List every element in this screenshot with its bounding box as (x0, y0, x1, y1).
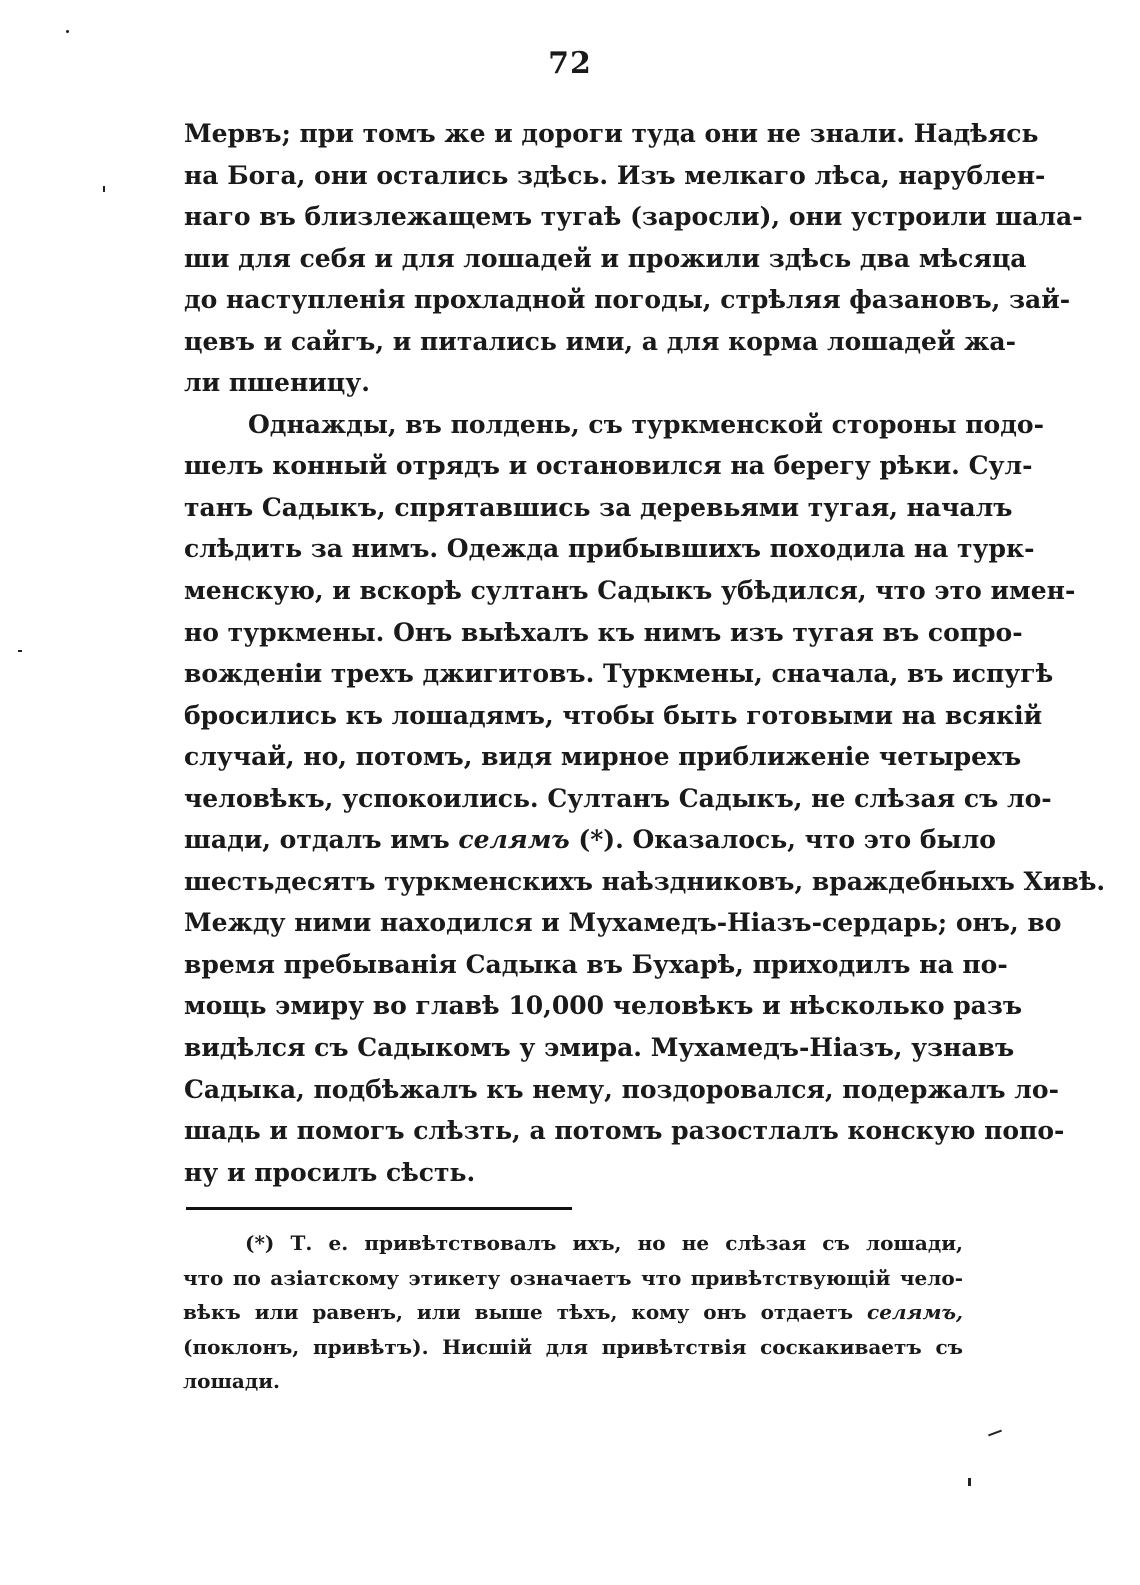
text-segment: шади, отдалъ имъ (184, 825, 450, 855)
paragraph-2 (184, 404, 1106, 1193)
text-line: но туркмены. Онъ выѣхалъ къ нимъ изъ тугая въ сопро- (184, 617, 1023, 647)
text-line: ну и просилъ сѣсть. (184, 1157, 476, 1187)
footnote-line: (*) Т. е. привѣтствовалъ ихъ, но не слѣзая съ лошади, (245, 1231, 963, 1255)
italic-word: селямъ (458, 825, 570, 855)
footnote-line: лошади. (183, 1369, 281, 1393)
text-line: вожденіи трехъ джигитовъ. Туркмены, сначала, въ испугѣ (184, 659, 1054, 689)
footnote (183, 1226, 963, 1399)
text-line: время пребыванія Садыка въ Бухарѣ, приходилъ на по- (184, 949, 1008, 979)
text-line: шадь и помогъ слѣзть, а потомъ разостлалъ конскую попо- (184, 1116, 1065, 1146)
text-segment: вѣкъ или равенъ, или выше тѣхъ, кому онъ отдаетъ (183, 1300, 854, 1324)
text-line: мощь эмиру во главѣ 10,000 человѣкъ и нѣсколько разъ (184, 991, 1023, 1021)
scan-speck (968, 1478, 971, 1486)
text-line: бросились къ лошадямъ, чтобы быть готовыми на всякій (184, 700, 1043, 730)
paragraph-1 (184, 113, 1083, 404)
scan-speck (18, 650, 22, 652)
text-line: видѣлся съ Садыкомъ у эмира. Мухамедъ-Ніазъ, узнавъ (184, 1033, 1015, 1063)
text-line: на Бога, они остались здѣсь. Изъ мелкаго лѣса, нарублен- (184, 160, 1046, 190)
footnote-line: (поклонъ, привѣтъ). Нисшій для привѣтствія соскакиваетъ съ (183, 1334, 963, 1359)
main-text (184, 113, 1106, 1193)
text-line: Садыка, подбѣжалъ къ нему, поздоровался, подержалъ ло- (184, 1074, 1059, 1104)
text-line: менскую, и вскорѣ султанъ Садыкъ убѣдился, что это имен- (184, 576, 1076, 606)
text-line: шестьдесятъ туркменскихъ наѣздниковъ, враждебныхъ Хивѣ. (184, 866, 1106, 896)
footnote-line-with-italic (183, 1295, 963, 1330)
scan-speck (103, 186, 105, 192)
text-line: человѣкъ, успокоились. Султанъ Садыкъ, не слѣзая съ ло- (184, 783, 1052, 813)
text-line: ли пшеницу. (184, 368, 370, 398)
text-line: наго въ близлежащемъ тугаѣ (заросли), они устроили шала- (184, 202, 1083, 232)
footnote-divider (186, 1207, 572, 1210)
text-line: ши для себя и для лошадей и прожили здѣсь два мѣсяца (184, 243, 1027, 273)
text-line: Между ними находился и Мухамедъ-Ніазъ-сердарь; онъ, во (184, 908, 1062, 938)
text-line: до наступленія прохладной погоды, стрѣляя фазановъ, зай- (184, 285, 1071, 315)
italic-word: селямъ, (867, 1300, 963, 1324)
text-line: слѣдить за нимъ. Одежда прибывшихъ походила на турк- (184, 534, 1035, 564)
scan-speck (988, 1430, 1002, 1437)
text-line: танъ Садыкъ, спрятавшись за деревьями тугая, началъ (184, 492, 1013, 522)
text-line: цевъ и сайгъ, и питались ими, а для корма лошадей жа- (184, 326, 1016, 356)
page-number: 72 (548, 46, 592, 81)
text-line: Однажды, въ полдень, съ туркменской стороны подо- (248, 409, 1044, 439)
text-line: шелъ конный отрядъ и остановился на берегу рѣки. Сул- (184, 451, 1033, 481)
text-segment: (*). Оказалось, что это было (578, 825, 996, 855)
text-line: Мервъ; при томъ же и дороги туда они не знали. Надѣясь (184, 119, 1039, 148)
scan-speck (66, 30, 69, 33)
text-line-with-italic (184, 819, 996, 861)
footnote-line: что по азіатскому этикету означаетъ что привѣтствующій чело- (183, 1265, 963, 1290)
text-line: случай, но, потомъ, видя мирное приближеніе четырехъ (184, 742, 1022, 772)
